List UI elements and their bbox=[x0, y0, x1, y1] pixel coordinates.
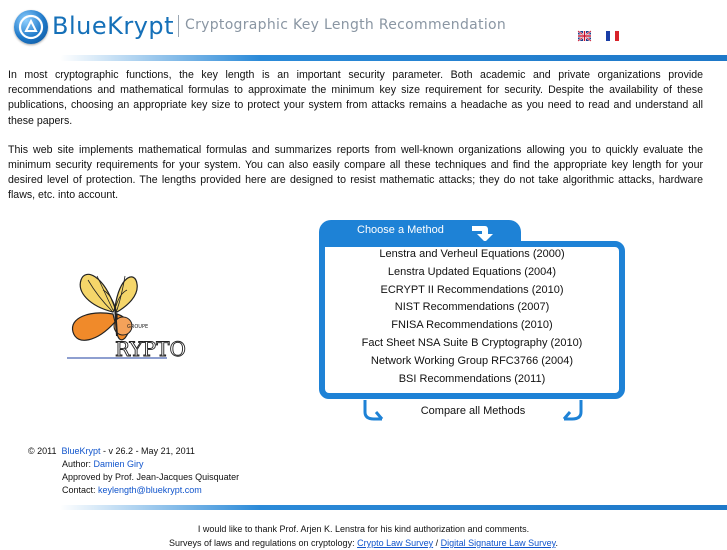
surveys-prefix: Surveys of laws and regulations on cryptology: bbox=[168, 538, 358, 548]
contact-email-link[interactable]: keylength@bluekrypt.com bbox=[98, 485, 202, 495]
french-flag-icon[interactable] bbox=[606, 31, 619, 41]
bluekrypt-link[interactable]: BlueKrypt bbox=[61, 446, 101, 456]
footer-divider bbox=[60, 505, 727, 510]
version-row bbox=[28, 445, 239, 458]
method-fnisa[interactable]: FNISA Recommendations (2010) bbox=[391, 319, 553, 332]
brand-name[interactable]: BlueKrypt bbox=[52, 12, 175, 40]
brand-divider bbox=[178, 15, 179, 37]
compare-all-button[interactable] bbox=[362, 400, 584, 422]
intro-text bbox=[8, 68, 703, 218]
surveys-separator: / bbox=[433, 538, 441, 548]
digital-signature-law-survey-link[interactable]: Digital Signature Law Survey bbox=[440, 538, 556, 548]
copyright-text: © 2011 bbox=[28, 446, 57, 456]
author-link[interactable]: Damien Giry bbox=[93, 459, 144, 469]
approved-row: Approved by Prof. Jean-Jacques Quisquater bbox=[62, 472, 240, 482]
contact-row bbox=[28, 484, 239, 497]
english-flag-icon[interactable] bbox=[578, 31, 591, 41]
logo-wordmark: RYPTO bbox=[115, 337, 186, 361]
method-bsi[interactable]: BSI Recommendations (2011) bbox=[398, 372, 546, 385]
method-ecrypt-ii[interactable]: ECRYPT II Recommendations (2010) bbox=[380, 283, 564, 296]
site-credits bbox=[28, 445, 239, 497]
author-label: Author: bbox=[62, 459, 94, 469]
version-text: - v 26.2 - May 21, 2011 bbox=[100, 446, 195, 456]
method-rfc3766[interactable]: Network Working Group RFC3766 (2004) bbox=[370, 354, 574, 367]
header-divider bbox=[60, 55, 727, 61]
crypto-group-butterfly-logo bbox=[63, 266, 186, 366]
bluekrypt-logo-icon[interactable] bbox=[14, 10, 48, 44]
surveys-suffix: . bbox=[555, 538, 559, 548]
intro-paragraph-2: This web site implements mathematical formulas and summarizes reports from well-known organizations allowing you to quickly evaluate the minimum security requirements for your system. You can also easily compare all these techniques and find the appropriate key length for your desired level of protection. The lengths provided here are designed to resist mathematic attacks; they do not take algorithmic attacks, hardware flaws, etc. into account. bbox=[8, 143, 703, 202]
contact-label: Contact: bbox=[62, 485, 99, 495]
logo-group-label: GROUPE bbox=[127, 324, 149, 330]
surveys-line bbox=[0, 536, 727, 550]
compare-all-label: Compare all Methods bbox=[420, 405, 526, 417]
crypto-law-survey-link[interactable]: Crypto Law Survey bbox=[357, 538, 434, 548]
choose-method-label: Choose a Method bbox=[357, 224, 444, 236]
method-list bbox=[325, 246, 619, 388]
header bbox=[0, 0, 727, 60]
author-row bbox=[28, 458, 239, 471]
method-lenstra-updated[interactable]: Lenstra Updated Equations (2004) bbox=[387, 265, 557, 278]
intro-paragraph-1: In most cryptographic functions, the key length is an important security parameter. Both academic and private organizations provide recommendations and mathematical formulas to approximate the minimum key size requirement for security. Despite the availability of these publications, choosing an appropriate key size to protect your system from attacks remains a headache as you need to read and understand all these papers. bbox=[8, 69, 703, 127]
method-nist[interactable]: NIST Recommendations (2007) bbox=[394, 301, 550, 314]
method-lenstra-verheul[interactable]: Lenstra and Verheul Equations (2000) bbox=[379, 248, 565, 260]
site-tagline: Cryptographic Key Length Recommendation bbox=[185, 17, 507, 33]
method-nsa-suite-b[interactable]: Fact Sheet NSA Suite B Cryptography (2010) bbox=[361, 336, 583, 349]
acknowledgements bbox=[0, 522, 727, 550]
right-bracket-icon bbox=[562, 400, 584, 422]
thanks-line: I would like to thank Prof. Arjen K. Lenstra for his kind authorization and comments. bbox=[197, 524, 530, 534]
